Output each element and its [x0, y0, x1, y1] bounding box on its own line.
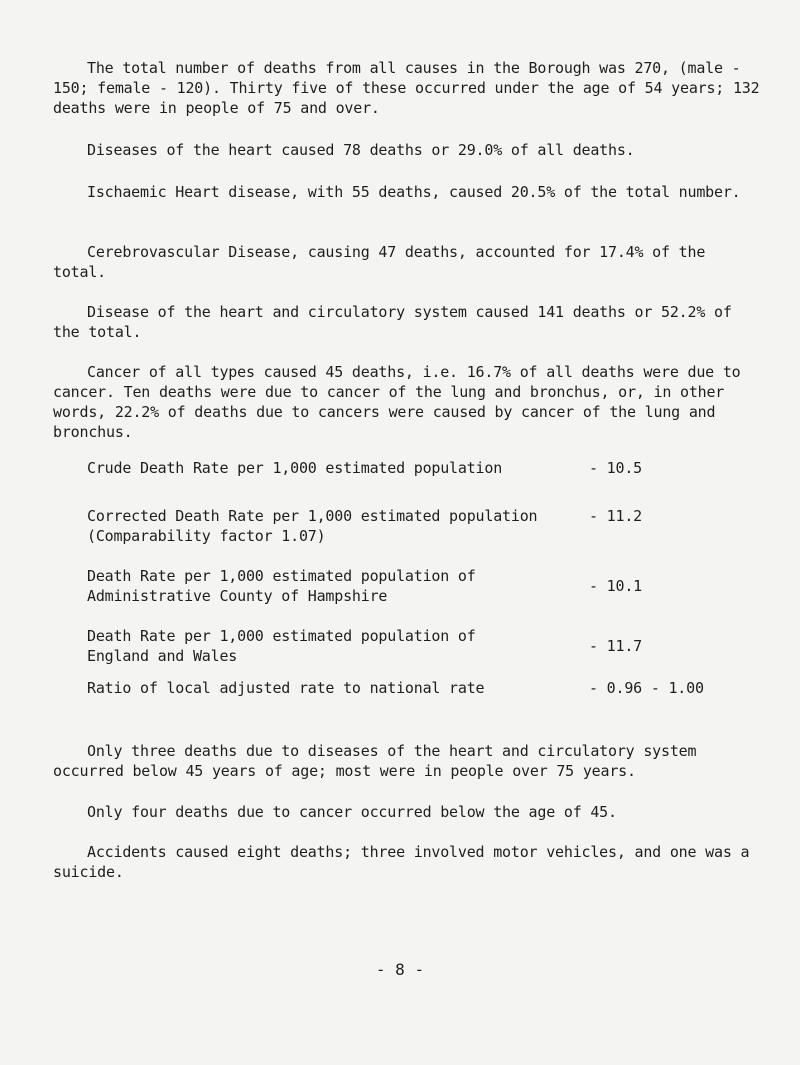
page-number: - 8 - — [375, 960, 425, 979]
paragraph-total-deaths: The total number of deaths from all causes in the Borough was 270, (male - 150; female - 120). Thirty five of these occurred under the age of 54 years; 132 deaths were in people of 75 and over. — [53, 59, 760, 117]
paragraph-circulatory: Disease of the heart and circulatory system caused 141 deaths or 52.2% of the total. — [53, 303, 732, 341]
paragraph-heart-disease: Diseases of the heart caused 78 deaths or 29.0% of all deaths. — [87, 141, 635, 159]
rate-label: Death Rate per 1,000 estimated population of Administrative County of Hampshire — [87, 567, 476, 605]
rate-value: - 10.5 — [589, 459, 642, 477]
rate-value: - 0.96 - 1.00 — [589, 679, 704, 697]
rate-value: - 11.7 — [589, 637, 642, 655]
rate-label: Ratio of local adjusted rate to national rate — [87, 679, 485, 697]
paragraph-accidents: Accidents caused eight deaths; three involved motor vehicles, and one was a suicide. — [53, 843, 750, 881]
paragraph-cancer: Cancer of all types caused 45 deaths, i.e. 16.7% of all deaths were due to cancer. Ten deaths were due to cancer of the lung and bronchus, or, in other words, 22.2% of deaths due to cancers were caused by cancer of the lung and bronchus. — [53, 363, 741, 441]
rate-value: - 10.1 — [589, 577, 642, 595]
rate-label: Crude Death Rate per 1,000 estimated population — [87, 459, 503, 477]
rate-label: Death Rate per 1,000 estimated population of England and Wales — [87, 627, 476, 665]
paragraph-ischaemic: Ischaemic Heart disease, with 55 deaths, caused 20.5% of the total number. — [87, 183, 741, 201]
paragraph-under45-cancer: Only four deaths due to cancer occurred below the age of 45. — [87, 803, 617, 821]
paragraph-cerebrovascular: Cerebrovascular Disease, causing 47 deaths, accounted for 17.4% of the total. — [53, 243, 706, 281]
rate-label: Corrected Death Rate per 1,000 estimated population (Comparability factor 1.07) — [87, 507, 538, 545]
paragraph-under45-circulatory: Only three deaths due to diseases of the heart and circulatory system occurred below 45 years of age; most were in people over 75 years. — [53, 742, 697, 780]
rate-value: - 11.2 — [589, 507, 642, 525]
